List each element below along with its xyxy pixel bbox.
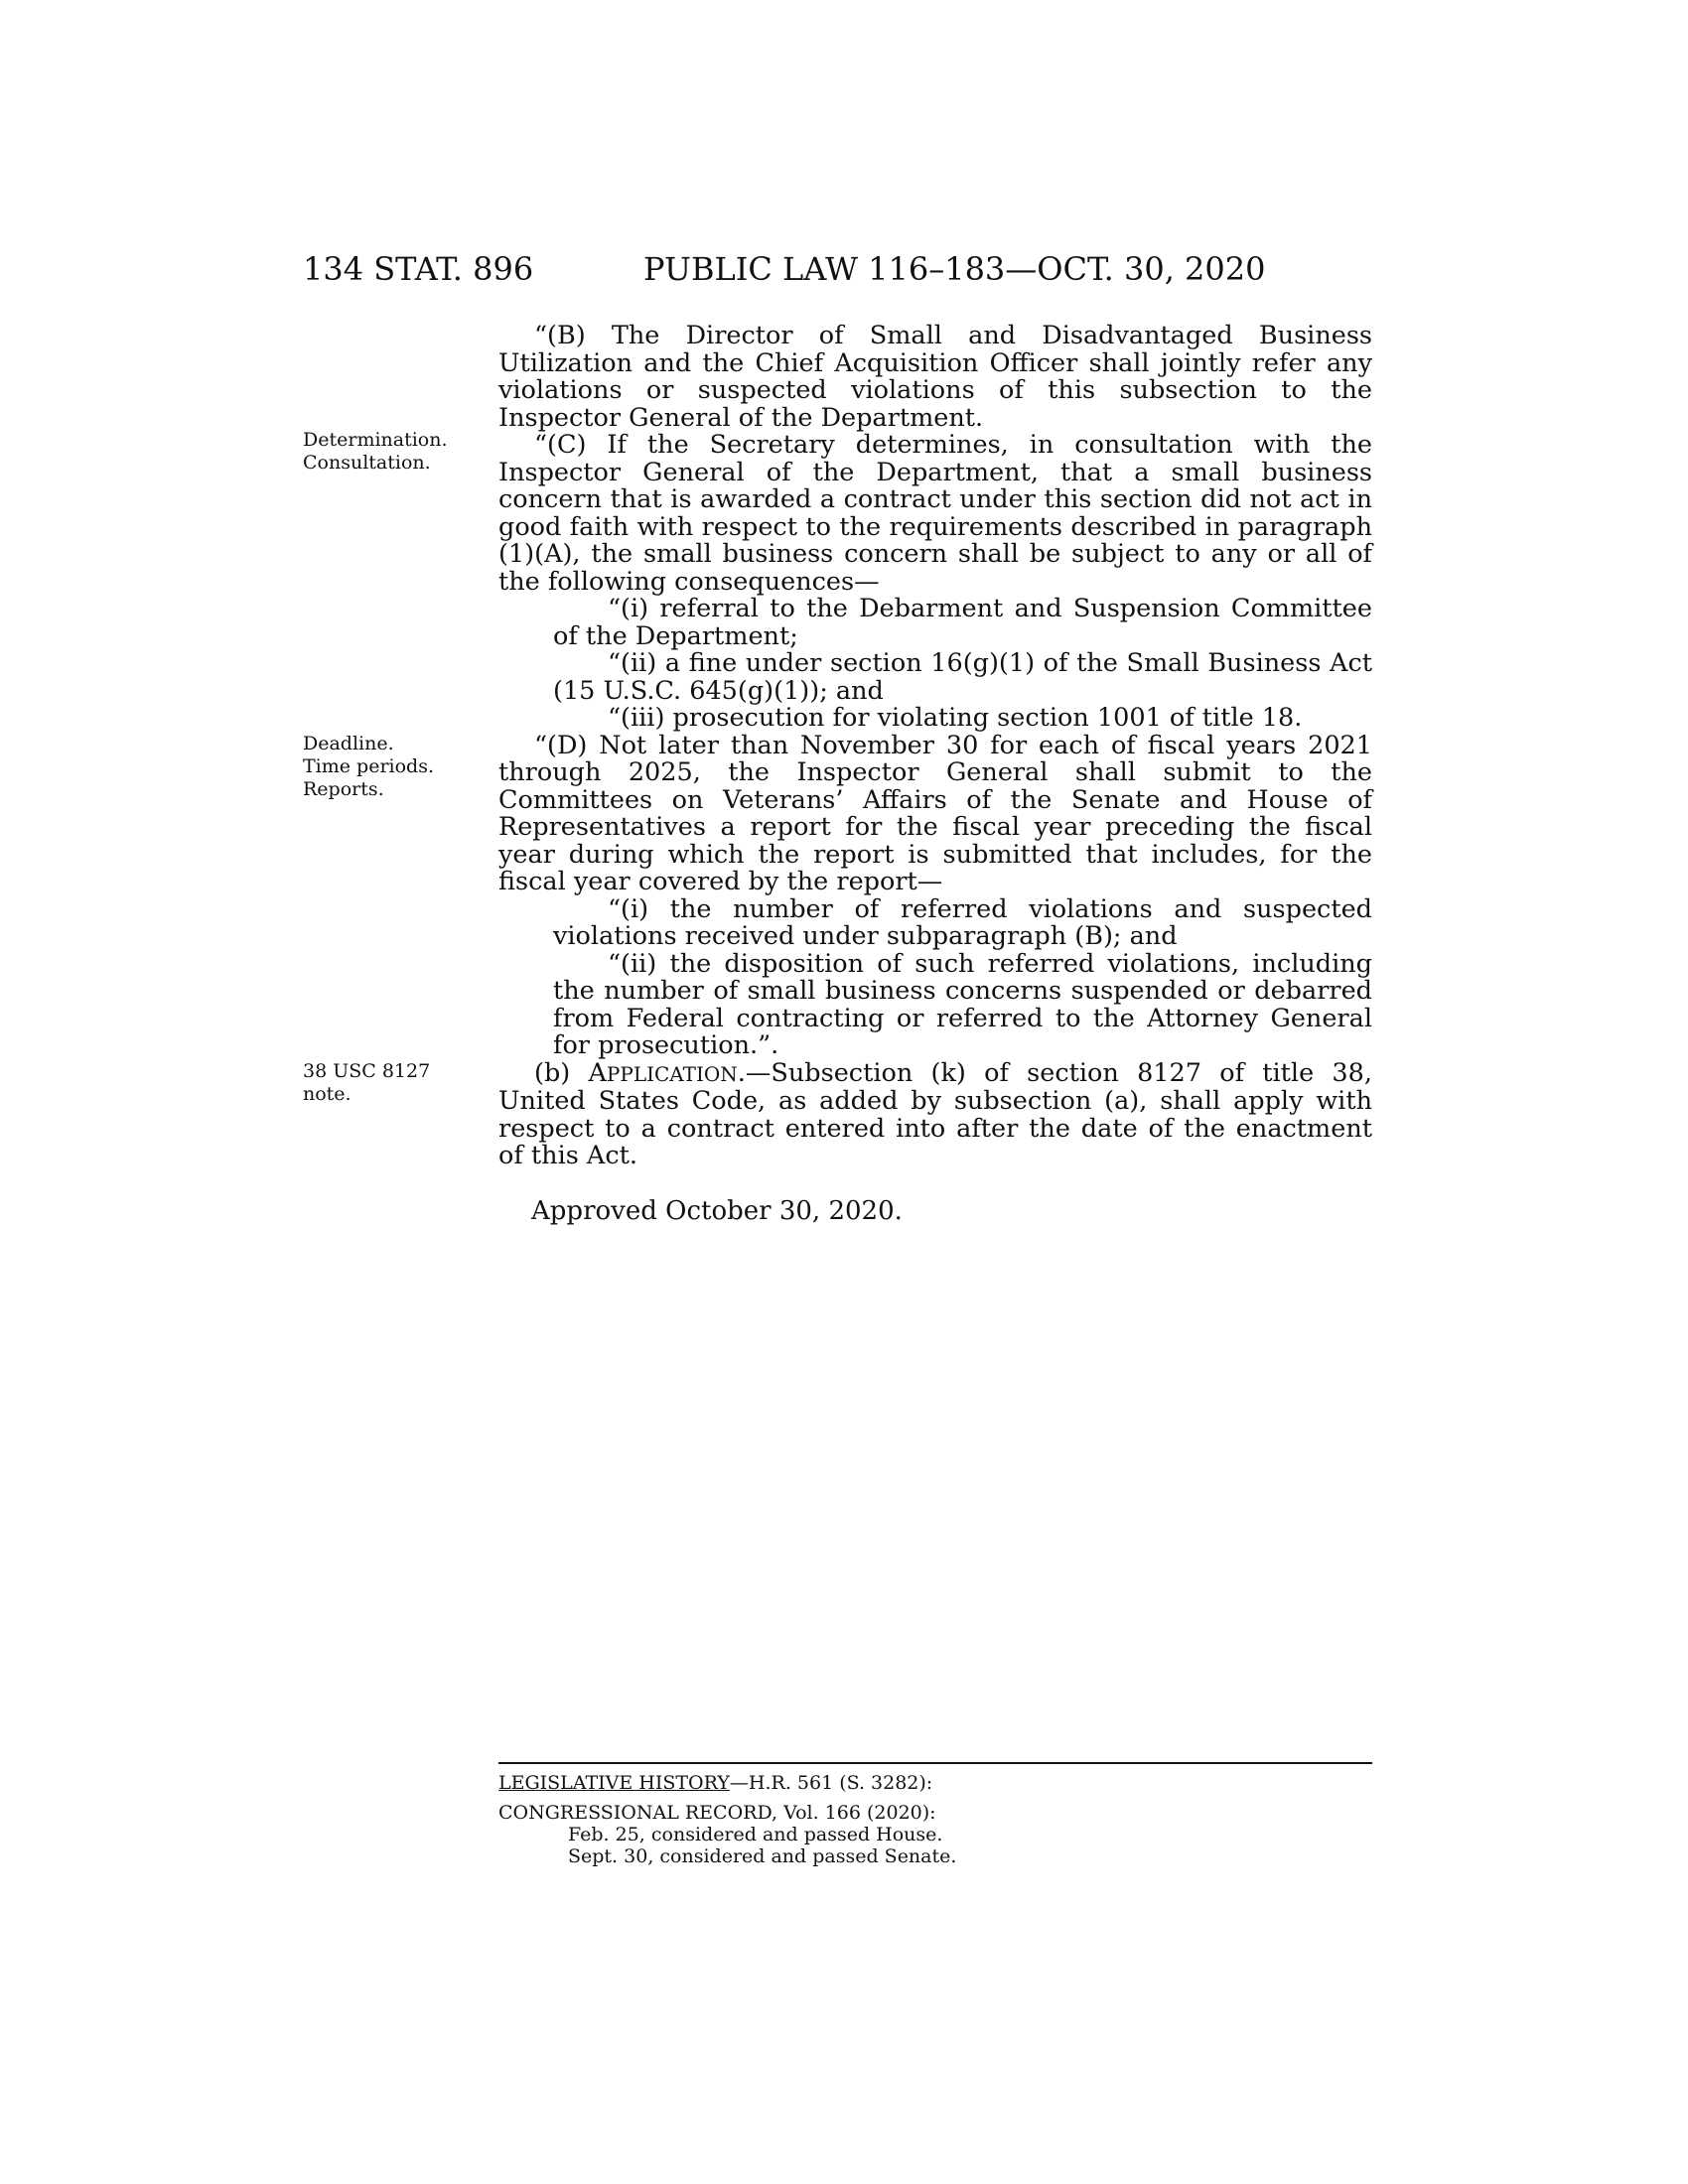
subsection-text: .—Subsection (k) of section 8127 of title 38, United States Code, as added by subsection (a), shall apply with respect to a contract entered into after the date of the enactment of this Act. (498, 1057, 1372, 1170)
footer-rule (498, 1762, 1372, 1764)
margin-note-line: Deadline. (303, 733, 394, 754)
clause-d-i: “(i) the number of referred violations and suspected violations received under subparagraph (B); and (553, 893, 1372, 951)
subsection-label: (b) A (534, 1057, 607, 1088)
clause-c-iii: “(iii) prosecution for violating section 1001 of title 18. (608, 703, 1303, 733)
margin-note-line: Reports. (303, 778, 384, 800)
subsection-b-application (498, 1057, 1372, 1170)
margin-note-line: Determination. (303, 429, 448, 451)
legislative-history-title: LEGISLATIVE HISTORY (498, 1772, 730, 1794)
body-text (498, 323, 1372, 1170)
page-header-title: PUBLIC LAW 116–183—OCT. 30, 2020 (643, 250, 1266, 288)
margin-note-line: Consultation. (303, 452, 431, 474)
margin-note-line: Time periods. (303, 755, 435, 777)
legislative-history-heading (498, 1772, 1372, 1794)
history-entry: Feb. 25, considered and passed House. (568, 1824, 943, 1845)
margin-note-line: 38 USC 8127 (303, 1060, 431, 1082)
congressional-record: CONGRESSIONAL RECORD, Vol. 166 (2020): (498, 1802, 936, 1824)
margin-note-line: note. (303, 1083, 352, 1105)
paragraph-b: “(B) The Director of Small and Disadvantaged Business Utilization and the Chief Acquisition Officer shall jointly refer any violations or suspected violations of this subsection to the Inspector General of the Department. (498, 321, 1372, 433)
subsection-heading-smallcaps: PPLICATION (606, 1061, 738, 1086)
paragraph-c: “(C) If the Secretary determines, in consultation with the Inspector General of the Department, that a small business concern that is awarded a contract under this section did not act in good faith with respect to the requirements described in paragraph (1)(A), the small business concern shall be subject to any or all of the following consequences— (498, 430, 1372, 597)
approved-date: Approved October 30, 2020. (531, 1196, 903, 1226)
clause-c-i: “(i) referral to the Debarment and Suspension Committee of the Department; (553, 594, 1372, 651)
legislative-history (498, 1762, 1372, 1867)
margin-note-usc (303, 1060, 430, 1106)
page-stat-number: 134 STAT. 896 (303, 250, 534, 288)
margin-note-deadline (303, 733, 434, 801)
legislative-history-bill: —H.R. 561 (S. 3282): (729, 1772, 933, 1794)
clause-c-ii: “(ii) a fine under section 16(g)(1) of the Small Business Act (15 U.S.C. 645(g)(1)); and (553, 648, 1372, 706)
history-entry: Sept. 30, considered and passed Senate. (568, 1845, 957, 1867)
paragraph-d: “(D) Not later than November 30 for each of fiscal years 2021 through 2025, the Inspector General shall submit to the Committees on Veterans’ Affairs of the Senate and House of Representatives a report for the fiscal year preceding the fiscal year during which the report is submitted that includes, for the fiscal year covered by the report— (498, 730, 1372, 896)
clause-d-ii: “(ii) the disposition of such referred violations, including the number of small business concerns suspended or debarred from Federal contracting or referred to the Attorney General for prosecution.”. (553, 948, 1372, 1060)
margin-note-determination (303, 429, 448, 475)
